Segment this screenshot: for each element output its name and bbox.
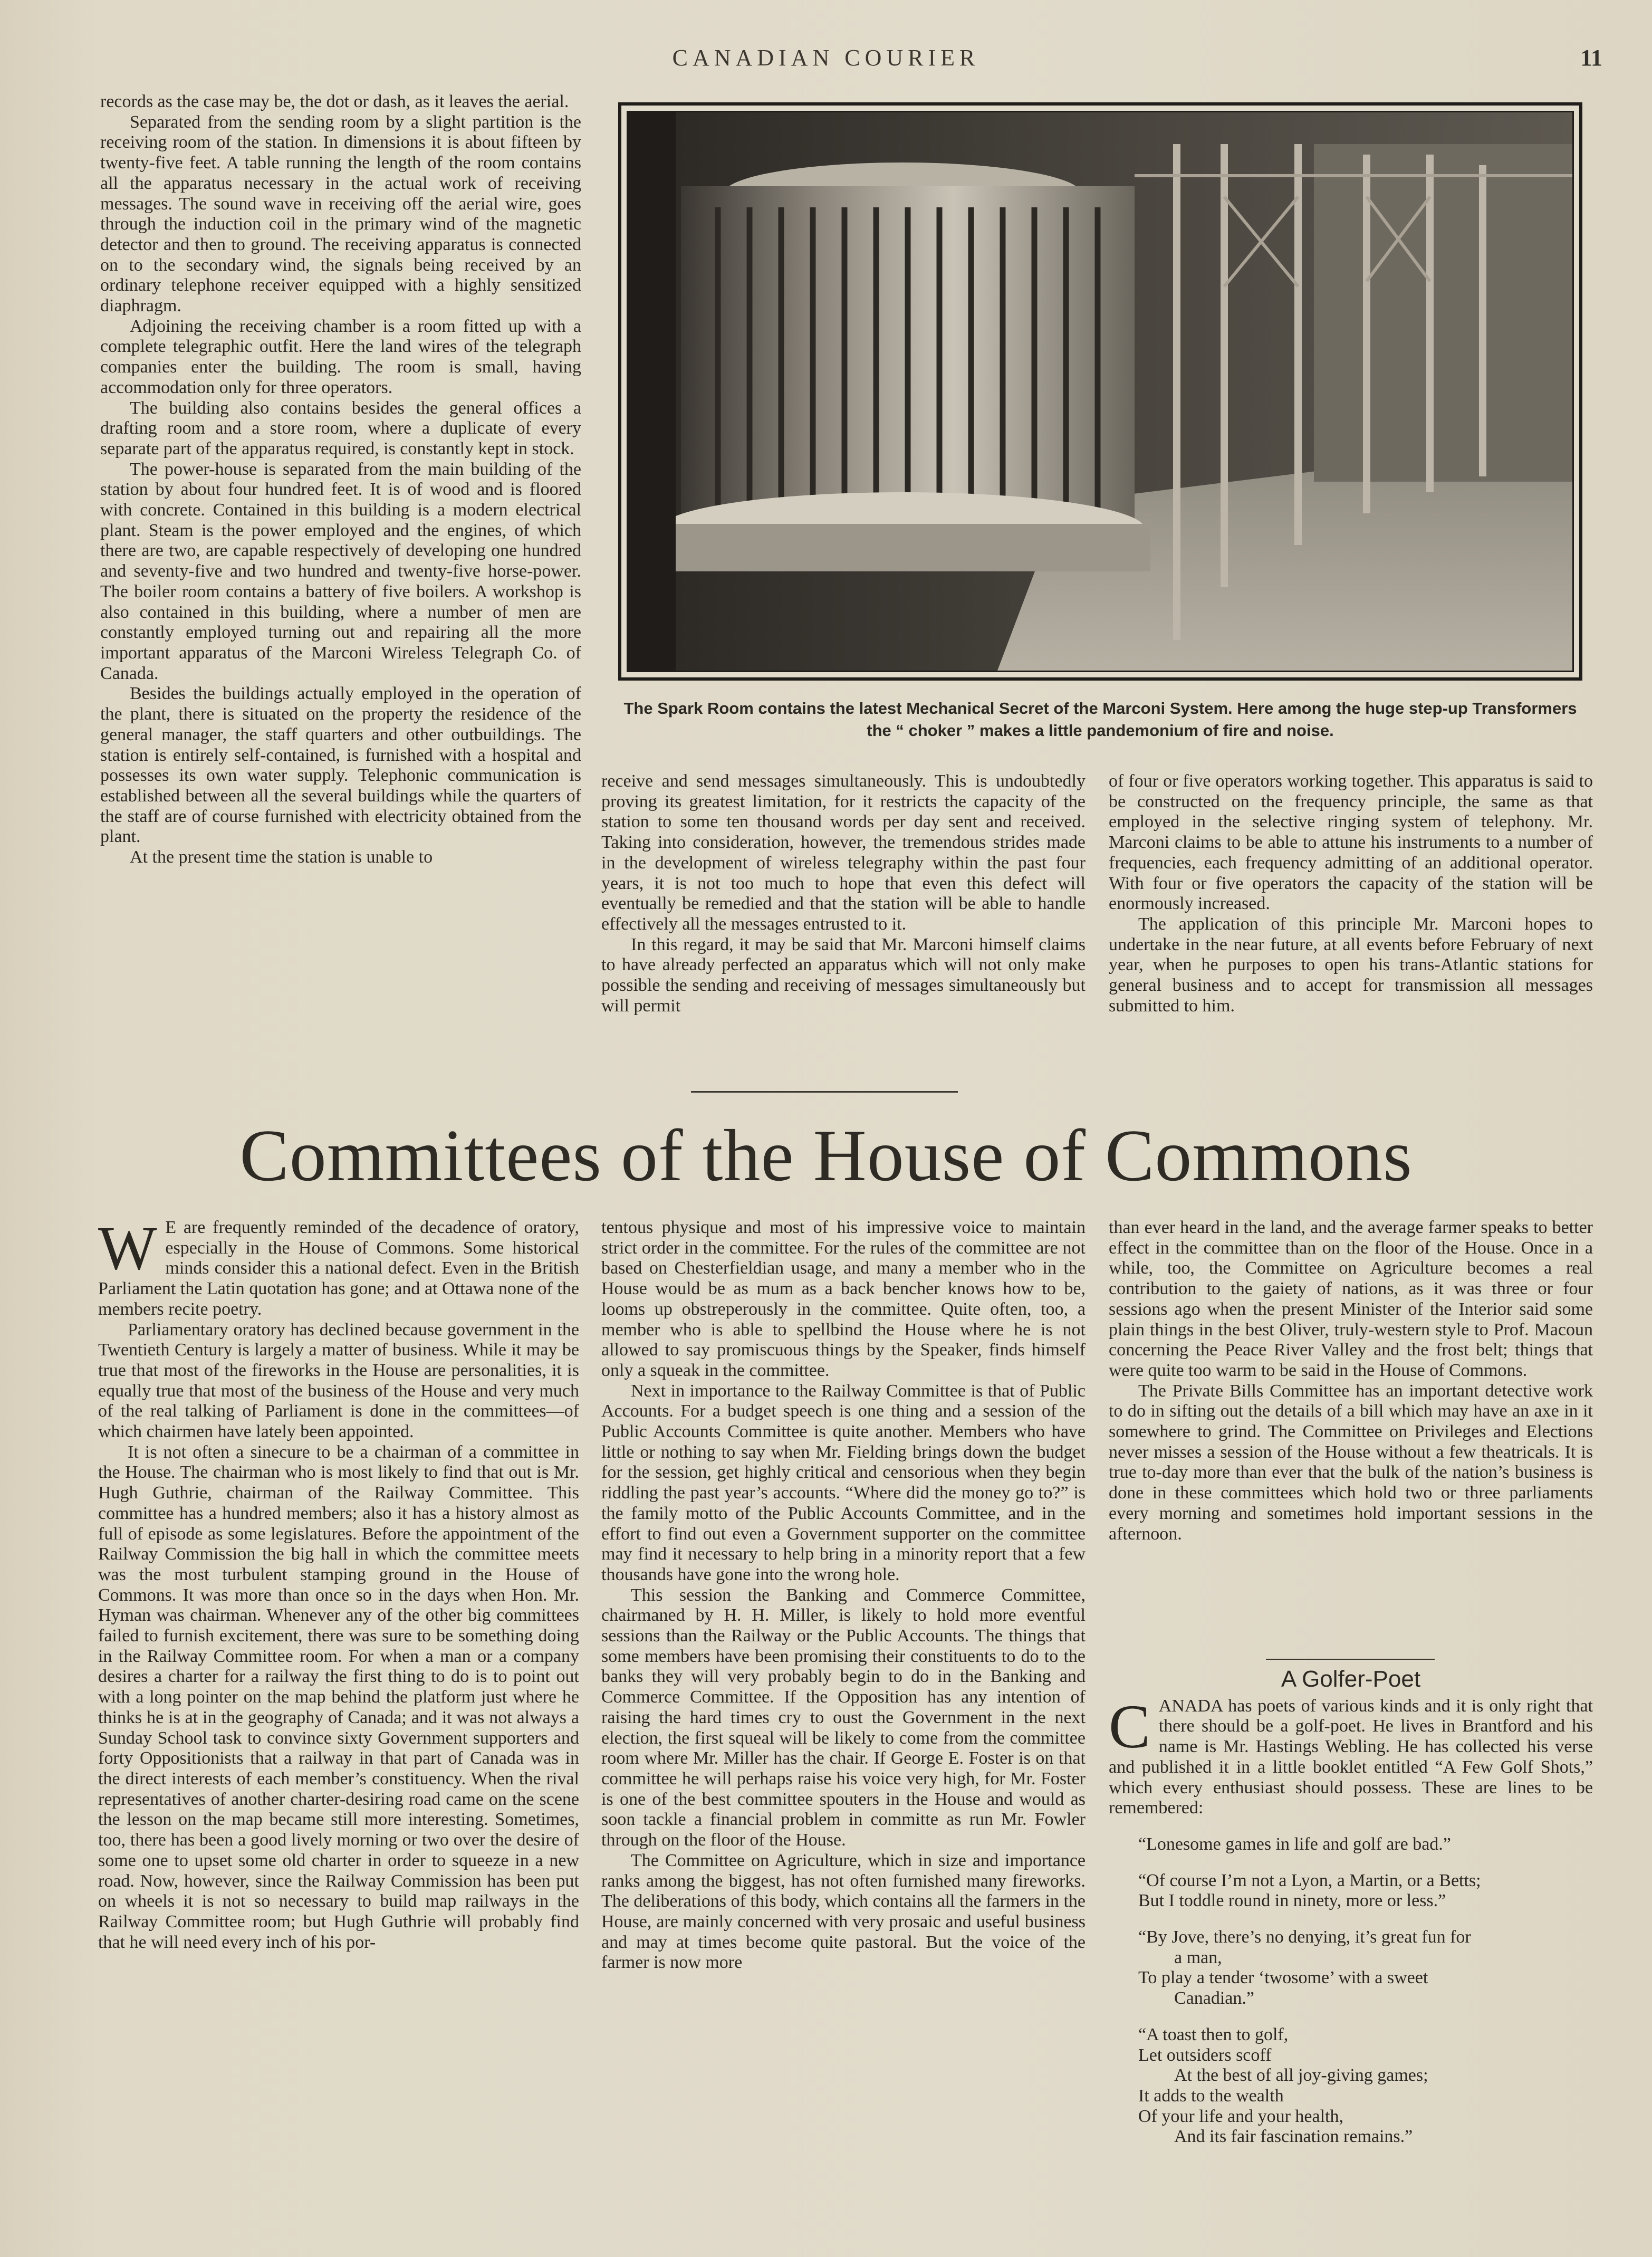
paragraph: of four or five operators working together. This apparatus is said to be constructed on the frequency principle, the same as that employed in the selective ringing system of telephony. Mr. Marconi claims to be able to attune his instruments to a number of frequencies, each frequency admitting of an additional operator. With four or five operators the capacity of the station will be enormously increased. bbox=[1109, 771, 1593, 914]
drop-cap: W bbox=[98, 1213, 157, 1283]
masthead-title: CANADIAN COURIER bbox=[672, 45, 980, 71]
paragraph: It is not often a sinecure to be a chairman of a committee in the House. The chairman who is most likely to find that out is Mr. Hugh Guthrie, chairman of the Railway Committee. This committee has a hundred members; also it has a history almost as full of episode as some legislatures. Before the appointment of the Railway Commission the big hall in which the committee meets was the most turbulent stamping ground in the House of Commons. It was more than once so in the days when Hon. Mr. Hyman was chairman. Whenever any of the other big committees failed to furnish excitement, there was sure to be something doing in the Railway Committee room. For when a man or a company desires a charter for a railway the first thing to do is to point out with a long pointer on the map behind the platform just where he thinks he is at in the geography of Canada; and it was not always a Sunday School task to convince sixty Government supporters and forty Oppositionists that a railway in that part of Canada was in the direct interests of each member’s constituency. When the rival representatives of another charter-desiring road came on the scene the lesson on the map became still more interesting. Sometimes, too, there has been a good lively morning or two over the desire of some one to upset some old charter in order to squeeze in a new road. Now, however, since the Railway Commission has been put on wheels it is not so necessary to build map railways in the Railway Committee room; but Hugh Guthrie will probably find that he will need every inch of his por- bbox=[98, 1442, 579, 1952]
poem-line: But I toddle round in ninety, more or less.” bbox=[1138, 1891, 1446, 1911]
paragraph: The application of this principle Mr. Marconi hopes to undertake in the near future, at all events before February of next year, when he purposes to open his trans-Atlantic stations for general business and to accept for transmission all messages submitted to him. bbox=[1109, 914, 1593, 1016]
paragraph: The Private Bills Committee has an important detective work to do in sifting out the details of a bill which may have an axe in it somewhere to grind. The Committee on Privileges and Elections never misses a session of the House without a few theatricals. It is true to-day more than ever that the bulk of the nation’s business is done in these committees which hold two or three parliaments every morning and sometimes hold important sessions in the afternoon. bbox=[1109, 1381, 1593, 1544]
paragraph: This session the Banking and Commerce Committee, chairmaned by H. H. Miller, is likely to hold more eventful sessions than the Railway or the Public Accounts. The things that some members have been promising their constituents to do to the banks they will very probably begin to do in the Banking and Commerce Committee. If the Opposition has any intention of raising the hard times cry to oust the Government in the next election, the first squeal will be likely to come from the committee room where Mr. Miller has the chair. If George E. Foster is on that committee he will perhaps raise his voice very high, for Mr. Foster is one of the best committee spouters in the House and would as soon tackle a financial problem in committe as run Mr. Fowler through on the floor of the House. bbox=[601, 1585, 1086, 1850]
top-right-column bbox=[1109, 771, 1593, 1016]
paragraph: In this regard, it may be said that Mr. Marconi himself claims to have already perfected an apparatus which will not only make possible the sending and receiving of messages simultaneously but will permit bbox=[601, 934, 1086, 1016]
paragraph: tentous physique and most of his impressive voice to maintain strict order in the committee. For the rules of the committee are not based on Chesterfieldian usage, and many a member who in the House would be as mum as a back bencher knows how to be, looms up obstreperously in the committee. Quite often, too, a member who is able to spellbind the House where he is not allowed to say promiscuous things by the Speaker, finds himself only a squeak in the committee. bbox=[601, 1218, 1086, 1380]
paragraph: CANADA has poets of various kinds and it is only right that there should be a golf-poet. He lives in Brantford and his name is Mr. Hastings Webling. He has collected his verse and published it in a little booklet entitled “A Few Golf Shots,” which every enthusiast should possess. These are lines to be remembered: bbox=[1109, 1691, 1593, 1818]
poem-line: To play a tender ‘twosome’ with a sweet bbox=[1138, 1968, 1428, 1988]
paragraph: At the present time the station is unable to bbox=[130, 847, 433, 867]
photo-caption: The Spark Room contains the latest Mechanical Secret of the Marconi System. Here among the huge step-up Transformers the “ choker ” makes a little pandemonium of fire and noise. bbox=[623, 699, 1577, 740]
spark-room-photo bbox=[618, 102, 1582, 681]
paragraph: Adjoining the receiving chamber is a room fitted up with a complete telegraphic outfit. Here the land wires of the telegraph companies enter the building. The room is small, having accommodation only for three operators. bbox=[100, 316, 581, 397]
paragraph: The power-house is separated from the main building of the station by about four hundred feet. It is of wood and is floored with concrete. Contained in this building is a modern electrical plant. Steam is the power employed and the engines, of which there are two, are capable respectively of developing one hundred and seventy-five and two hundred and twenty-five horse-power. The boiler room contains a battery of five boilers. A workshop is also contained in this building, where a number of men are constantly employed turning out and repairing all the more important apparatus of the Marconi Wireless Telegraph Co. of Canada. bbox=[100, 459, 581, 683]
article-headline: Committees of the House of Commons bbox=[239, 1115, 1413, 1197]
poem-line: Of your life and your health, bbox=[1138, 2106, 1343, 2126]
poem-line: “By Jove, there’s no denying, it’s great fun for bbox=[1138, 1927, 1471, 1947]
section-divider bbox=[1266, 1659, 1435, 1660]
poem-line: “Lonesome games in life and golf are bad.” bbox=[1138, 1834, 1451, 1854]
article-middle-column bbox=[601, 1218, 1086, 1973]
paragraph: Parliamentary oratory has declined because government in the Twentieth Century is largely a matter of business. While it may be true that most of the fireworks in the House are personalities, it is equally true that most of the business of the House and very much of the real talking of Parliament is done in the committees—of which chairmen have lately been appointed. bbox=[98, 1319, 579, 1442]
paragraph: receive and send messages simultaneously. This is undoubtedly proving its greatest limitation, for it restricts the capacity of the station to some ten thousand words per day sent and received. Taking into consideration, however, the tremendous strides made in the development of wireless telegraphy within the past four years, it is not too much to hope that even this defect will eventually be remedied and that the station will be able to handle effectively all the messages entrusted to it. bbox=[601, 771, 1086, 934]
paragraph: than ever heard in the land, and the average farmer speaks to better effect in the committee than on the floor of the House. Once in a while, too, the Committee on Agriculture becomes a real contribution to the gaiety of nations, as it was three or four sessions ago when the present Minister of the Interior said some plain things in the best Oliver, truly-western style to Prof. Macoun concerning the Peace River Valley and the frost belt; things that were quite too warm to be said in the House of Commons. bbox=[1109, 1218, 1593, 1380]
article-left-column bbox=[98, 1213, 579, 1953]
golfer-poet-section bbox=[1109, 1666, 1593, 2147]
page-number: 11 bbox=[1580, 45, 1602, 71]
top-middle-column bbox=[601, 771, 1086, 1016]
top-left-column bbox=[100, 92, 581, 868]
poem-line: Canadian.” bbox=[1138, 1988, 1254, 2009]
transformer-photo-illustration bbox=[628, 112, 1572, 671]
paragraph: The Committee on Agriculture, which in size and importance ranks among the biggest, has not often furnished many fireworks. The deliberations of this body, which contains all the farmers in the House, are mainly concerned with very prosaic and useful business and may at times become quite pastoral. But the voice of the farmer is now more bbox=[601, 1850, 1086, 1973]
paragraph: The building also contains besides the general offices a drafting room and a store room, where a duplicate of every separate part of the apparatus required, is constantly kept in stock. bbox=[100, 398, 581, 458]
paragraph: Separated from the sending room by a slight partition is the receiving room of the station. In dimensions it is about fifteen by twenty-five feet. A table running the length of the room contains all the apparatus necessary in the actual work of receiving messages. The sound wave in receiving off the aerial wire, goes through the induction coil in the primary wind of the magnetic detector and then to ground. The receiving apparatus is connected on to the secondary wind, the signals being received by an ordinary telephone receiver equipped with a highly sensitized diaphragm. bbox=[100, 112, 581, 316]
paragraph: Besides the buildings actually employed in the operation of the plant, there is situated on the property the residence of the general manager, the staff quarters and other outbuildings. The station is entirely self-contained, is furnished with a hospital and possesses its own water supply. Telephonic communication is established between all the several buildings while the quarters of the staff are of course furnished with electricity obtained from the plant. bbox=[100, 684, 581, 847]
poem-line: “A toast then to golf, bbox=[1138, 2024, 1289, 2044]
paragraph: records as the case may be, the dot or dash, as it leaves the aerial. bbox=[100, 92, 569, 111]
poem-excerpt bbox=[1109, 1834, 1593, 2147]
drop-cap: C bbox=[1109, 1691, 1150, 1761]
section-divider bbox=[691, 1091, 958, 1093]
section-title: A Golfer-Poet bbox=[1281, 1666, 1421, 1692]
poem-line: And its fair fascination remains.” bbox=[1138, 2127, 1413, 2147]
poem-line: At the best of all joy-giving games; bbox=[1138, 2065, 1428, 2086]
poem-line: Let outsiders scoff bbox=[1138, 2045, 1272, 2065]
paragraph: W E are frequently reminded of the decadence of oratory, especially in the House of Commons. Some historical minds consider this a national defect. Even in the British Parliament the Latin quotation has gone; and at Ottawa none of the members recite poetry. bbox=[98, 1213, 579, 1319]
poem-line: a man, bbox=[1138, 1947, 1222, 1967]
poem-line: It adds to the wealth bbox=[1138, 2086, 1284, 2106]
paragraph: Next in importance to the Railway Committee is that of Public Accounts. For a budget speech is one thing and a session of the Public Accounts Committee is quite another. Members who have little or nothing to say when Mr. Fielding brings down the budget for the session, get highly critical and censorious when they begin riddling the past year’s accounts. “Where did the money go to?” is the family motto of the Public Accounts Committee, and in the effort to find out even a Government supporter on the committee may find it necessary to help bring in a minority report that a few thousands have gone into the wrong hole. bbox=[601, 1381, 1086, 1584]
poem-line: “Of course I’m not a Lyon, a Martin, or a Betts; bbox=[1138, 1870, 1481, 1890]
article-right-column bbox=[1109, 1218, 1593, 1544]
